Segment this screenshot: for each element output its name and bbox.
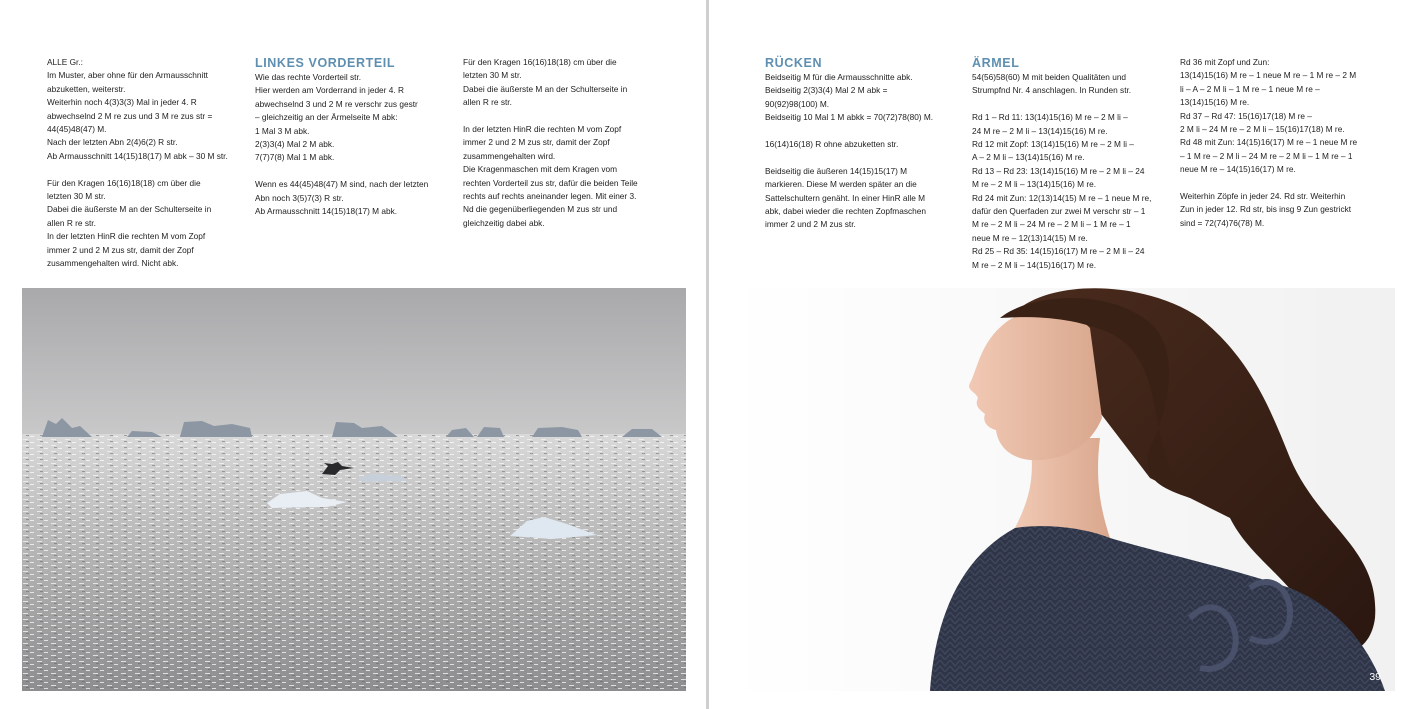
paragraph: Rd 36 mit Zopf und Zun: 13(14)15(16) M re – 1 neue M re – 1 M re – 2 M li – A – 2 M li – 1 M re – 1 neue M re – 13(14)15(16) M re. Rd 37 – Rd 47: 15(16)17(18) M re – 2 M li – 24 M re – 2 M li – 15(16)17(18) M re. Rd 48 mit Zun: 14(15)16(17) M re – 1 neue M re – 1 M re – 2 M li – 24 M re – 2 M li – 1 M re – 1 neue M re – 14(15)16(17) M re.	[1180, 57, 1358, 175]
right-column-1	[765, 56, 955, 245]
paragraph: 16(14)16(18) R ohne abzuketten str.	[765, 139, 899, 150]
section-heading: RÜCKEN	[765, 56, 823, 70]
paragraph: Weiterhin Zöpfe in jeder 24. Rd str. Weiterhin Zun in jeder 12. Rd str, bis insg 9 Zun gestrickt sind = 72(74)76(78) M.	[1180, 191, 1352, 228]
right-column-3	[1180, 56, 1380, 244]
section-heading: LINKES VORDERTEIL	[255, 56, 396, 70]
paragraph: In der letzten HinR die rechten M vom Zopf immer 2 und 2 M zus str, damit der Zopf zusammengehalten wird. Die Kragenmaschen mit dem Kragen vom rechten Vorderteil zus str, dafür die beiden Teile rechts auf rechts aneinander legen. Mit einer 3. Nd die gegenüberliegenden M zus str und gleichzeitig dabei abk.	[463, 124, 638, 228]
left-column-3	[463, 56, 663, 244]
paragraph: Beidseitig die äußeren 14(15)15(17) M markieren. Diese M werden später an die Sattelschultern genäht. In einer HinR alle M abk, dabei wieder die rechten Zopfmaschen immer 2 und 2 M zus str.	[765, 165, 926, 230]
left-column-2	[255, 56, 450, 232]
right-column-2	[972, 56, 1167, 285]
paragraph: Für den Kragen 16(16)18(18) cm über die letzten 30 M str. Dabei die äußerste M an der Schulterseite in allen R re str.	[463, 57, 628, 108]
paragraph: Wie das rechte Vorderteil str. Hier werden am Vorderrand in jeder 4. R abwechselnd 3 und 2 M re verschr zus gestr – gleichzeitig an der Ärmelseite M abk: 1 Mal 3 M abk. 2(3)3(4) Mal 2 M abk. 7(7)7(8) Mal 1 M abk.	[255, 72, 418, 163]
section-heading: ÄRMEL	[972, 56, 1020, 70]
paragraph: Für den Kragen 16(16)18(18) cm über die letzten 30 M str. Dabei die äußerste M an der Schulterseite in allen R re str. In der letzten HinR die rechten M vom Zopf immer 2 und 2 M zus str, damit der Zopf zusammengehalten wird. Nicht abk.	[47, 177, 212, 269]
right-page	[709, 0, 1417, 709]
sea-with-icebergs-photo	[22, 288, 686, 691]
left-page	[0, 0, 706, 709]
woman-in-cabled-sweater-photo	[730, 288, 1395, 691]
paragraph: Wenn es 44(45)48(47) M sind, nach der letzten Abn noch 3(5)7(3) R str. Ab Armausschnitt 14(15)18(17) M abk.	[255, 179, 429, 217]
paragraph: ALLE Gr.: Im Muster, aber ohne für den Armausschnitt abzuketten, weiterstr. Weiterhin noch 4(3)3(3) Mal in jeder 4. R abwechselnd 2 M re zus und 3 M re zus str = 44(45)48(47) M. Nach der letzten Abn 2(4)6(2) R str. Ab Armausschnitt 14(15)18(17) M abk – 30 M str.	[47, 57, 228, 161]
paragraph: Rd 1 – Rd 11: 13(14)15(16) M re – 2 M li – 24 M re – 2 M li – 13(14)15(16) M re. Rd 12 mit Zopf: 13(14)15(16) M re – 2 M li – A – 2 M li – 13(14)15(16) M re. Rd 13 – Rd 23: 13(14)15(16) M re – 2 M li – 24 M re – 2 M li – 13(14)15(16) M re. Rd 24 mit Zun: 12(13)14(15) M re – 1 neue M re, dafür den Querfaden zur zwei M verschr str – 1 M re – 2 M li – 24 M re – 2 M li – 1 M re – 1 neue M re – 12(13)14(15) M re. Rd 25 – Rd 35: 14(15)16(17) M re – 2 M li – 24 M re – 2 M li – 14(15)16(17) M re.	[972, 112, 1152, 270]
paragraph: 54(56)58(60) M mit beiden Qualitäten und Strumpfnd Nr. 4 anschlagen. In Runden str.	[972, 72, 1132, 96]
left-column-1	[47, 56, 237, 284]
paragraph: Beidseitig M für die Armausschnitte abk. Beidseitig 2(3)3(4) Mal 2 M abk = 90(92)98(100) M. Beidseitig 10 Mal 1 M abkk = 70(72)78(80) M.	[765, 72, 934, 123]
page-number: 39	[1369, 671, 1381, 683]
